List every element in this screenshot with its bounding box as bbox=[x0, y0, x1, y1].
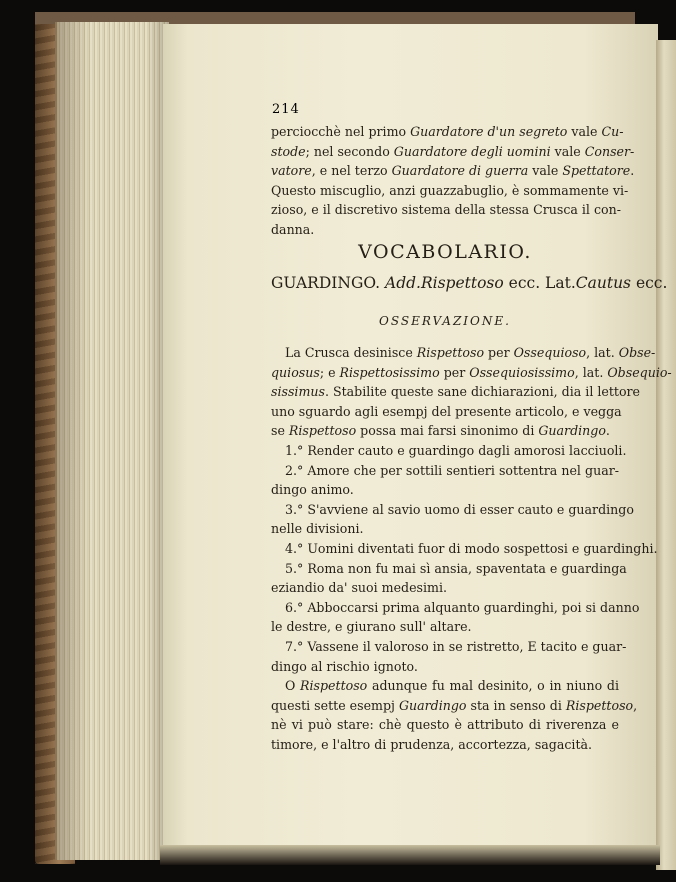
text-line bbox=[271, 343, 656, 362]
text-run: , e nel terzo bbox=[311, 163, 392, 179]
italic-run: Conser- bbox=[584, 143, 635, 159]
text-line bbox=[271, 715, 619, 734]
italic-run: stode bbox=[271, 143, 306, 159]
italic-run: Rispettoso bbox=[416, 345, 485, 360]
section-heading: VOCABOLARIO. bbox=[358, 241, 532, 263]
entry-headword: GUARDINGO. bbox=[271, 274, 381, 292]
text-line bbox=[271, 382, 641, 401]
text-run: perciocchè nel primo bbox=[271, 124, 411, 139]
text-run: . bbox=[630, 163, 635, 179]
italic-run: Rispettoso bbox=[565, 697, 634, 713]
entry-ecc-lat: ecc. Lat. bbox=[508, 274, 576, 292]
text-run: zioso, e il discretivo sistema della stessa Crusca il con- bbox=[271, 202, 621, 218]
text-run: Questo miscuglio, anzi guazzabuglio, è sommamente vi- bbox=[271, 182, 629, 198]
italic-run: Guardingo bbox=[538, 423, 606, 439]
text-run: nelle divisioni. bbox=[271, 521, 364, 537]
italic-run: Rispettosissimo bbox=[339, 364, 440, 380]
text-run: 6.° Abboccarsi prima alquanto guardinghi, poi si danno bbox=[285, 599, 640, 615]
text-run: 4.° Uomini diventati fuor di modo sospettosi e guardinghi. bbox=[285, 541, 658, 556]
italic-run: Rispettoso bbox=[300, 678, 368, 694]
text-line bbox=[271, 657, 619, 676]
text-run: nè vi può stare: chè questo è attributo di riverenza e bbox=[271, 717, 619, 733]
text-run: se bbox=[271, 423, 289, 439]
text-run: , lat. bbox=[574, 364, 608, 380]
page-edges bbox=[55, 22, 169, 860]
text-line bbox=[271, 161, 635, 180]
text-run: adunque fu mal desinito, o in niuno di bbox=[367, 678, 619, 694]
text-line bbox=[271, 441, 627, 460]
text-line bbox=[271, 363, 672, 382]
italic-run: Ossequioso bbox=[513, 345, 587, 360]
text-run: vale bbox=[567, 124, 602, 139]
text-run: possa mai farsi sinonimo di bbox=[356, 423, 539, 439]
text-run: vale bbox=[550, 143, 585, 159]
entry-ecc: ecc. bbox=[635, 274, 668, 292]
text-line bbox=[271, 696, 638, 715]
entry-grammar: Add. bbox=[385, 274, 421, 292]
text-run: O bbox=[285, 678, 301, 694]
italic-run: Obse- bbox=[618, 345, 656, 360]
observation-heading: OSSERVAZIONE. bbox=[379, 314, 511, 328]
text-run: . bbox=[605, 423, 610, 439]
text-run: . Stabilite queste sane dichiarazioni, dia il lettore bbox=[324, 384, 641, 400]
text-run: 2.° Amore che per sottili sentieri sottentra nel guar- bbox=[285, 462, 619, 478]
text-line bbox=[271, 559, 627, 578]
text-line bbox=[271, 461, 619, 480]
text-line bbox=[271, 676, 619, 695]
italic-run: Guardingo bbox=[398, 697, 467, 713]
dictionary-entry bbox=[271, 274, 668, 292]
text-line bbox=[271, 500, 634, 519]
page-number: 214 bbox=[272, 102, 300, 117]
text-line bbox=[271, 421, 619, 440]
text-run: timore, e l'altro di prudenza, accortezza, sagacità. bbox=[271, 737, 593, 752]
text-run: , bbox=[633, 697, 638, 713]
text-line bbox=[271, 519, 619, 538]
text-line bbox=[271, 402, 622, 421]
text-line bbox=[271, 598, 640, 617]
italic-run: Cu- bbox=[601, 124, 624, 139]
page-bottom-shadow bbox=[160, 845, 660, 865]
italic-run: Rispettoso bbox=[288, 423, 357, 439]
text-run: ; e bbox=[319, 364, 340, 380]
italic-run: Guardatore di guerra bbox=[391, 163, 529, 179]
entry-synonym: Rispettoso bbox=[420, 274, 504, 292]
italic-run: quiosus bbox=[271, 364, 320, 380]
italic-run: Ossequiosissimo bbox=[469, 364, 575, 380]
text-run: 7.° Vassene il valoroso in se ristretto, E tacito e guar- bbox=[285, 639, 627, 654]
text-run: vale bbox=[528, 163, 563, 179]
text-run: danna. bbox=[271, 222, 315, 237]
text-line bbox=[271, 617, 619, 636]
text-run: sta in senso di bbox=[466, 697, 566, 713]
text-run: 1.° Render cauto e guardingo dagli amorosi lacciuoli. bbox=[285, 443, 627, 458]
text-run: questi sette esempj bbox=[271, 697, 399, 713]
text-line bbox=[271, 220, 619, 239]
text-run: uno sguardo agli esempj del presente articolo, e vegga bbox=[271, 403, 622, 419]
text-run: 3.° S'avviene al savio uomo di esser cauto e guardingo bbox=[285, 501, 634, 517]
text-run: per bbox=[439, 364, 470, 380]
text-line bbox=[271, 142, 635, 161]
text-run: per bbox=[484, 345, 514, 360]
text-line bbox=[271, 122, 624, 141]
text-line bbox=[271, 539, 658, 558]
text-line bbox=[271, 480, 619, 499]
text-line bbox=[271, 200, 619, 219]
italic-run: Spettatore bbox=[562, 163, 631, 179]
text-line bbox=[271, 637, 627, 656]
italic-run: Guardatore d'un segreto bbox=[410, 124, 568, 139]
text-line bbox=[271, 735, 619, 754]
italic-run: sissimus bbox=[271, 384, 325, 400]
entry-latin: Cautus bbox=[575, 274, 632, 292]
italic-run: vatore bbox=[271, 163, 312, 179]
text-run: dingo animo. bbox=[271, 482, 354, 498]
text-run: , lat. bbox=[586, 345, 619, 360]
facing-page-edge bbox=[656, 40, 676, 870]
italic-run: Obsequio- bbox=[607, 364, 672, 380]
text-run: 5.° Roma non fu mai sì ansia, spaventata e guardinga bbox=[285, 560, 627, 576]
text-line bbox=[271, 181, 629, 200]
text-run: le destre, e giurano sull' altare. bbox=[271, 619, 472, 635]
text-run: dingo al rischio ignoto. bbox=[271, 658, 418, 674]
text-run: eziandio da' suoi medesimi. bbox=[271, 580, 448, 596]
text-line bbox=[271, 578, 619, 597]
text-run: La Crusca desinisce bbox=[285, 345, 417, 360]
italic-run: Guardatore degli uomini bbox=[393, 143, 551, 159]
text-run: ; nel secondo bbox=[305, 143, 394, 159]
